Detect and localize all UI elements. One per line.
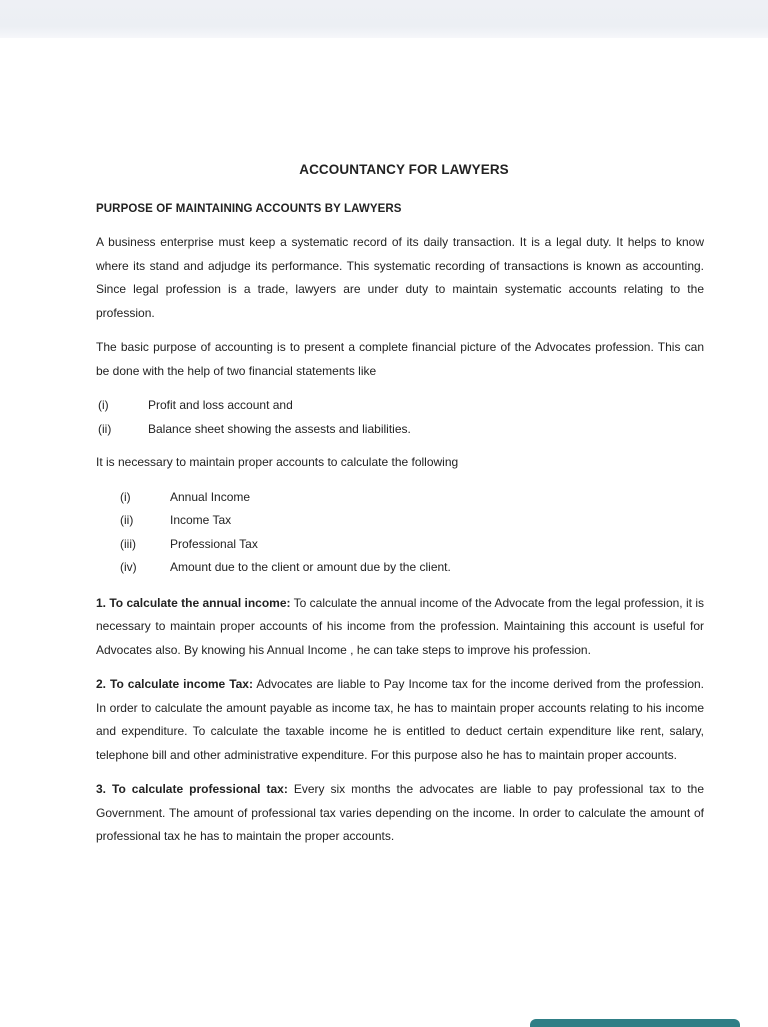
- paragraph-3: It is necessary to maintain proper accounts to calculate the following: [96, 455, 459, 469]
- document-page: [96, 162, 704, 860]
- list-item-text: Professional Tax: [170, 536, 258, 551]
- section-heading: PURPOSE OF MAINTAINING ACCOUNTS BY LAWYERS: [96, 203, 402, 215]
- statements-list: [96, 394, 704, 441]
- list-item-text: Amount due to the client or amount due by the client.: [170, 560, 451, 574]
- reasons-list: [96, 486, 704, 580]
- document-title: ACCOUNTANCY FOR LAWYERS: [299, 162, 509, 177]
- point-lead: 2. To calculate income Tax:: [96, 677, 253, 691]
- point-text: Every six months the advocates are liable to pay professional tax to the Government. The amount of professional tax varies depending on the income. In order to calculate the amount of professional tax he has to maintain the proper accounts.: [96, 782, 704, 843]
- list-item-number: (ii): [120, 513, 134, 527]
- list-item: [120, 486, 704, 510]
- paragraph-1: A business enterprise must keep a systematic record of its daily transaction. It is a legal duty. It helps to know where its stand and adjudge its performance. This systematic recording of transactions is known as accounting. Since legal profession is a trade, lawyers are under duty to maintain systematic accounts relating to the profession.: [96, 235, 704, 320]
- point-lead: 1. To calculate the annual income:: [96, 595, 291, 610]
- list-item-number: (i): [98, 398, 109, 412]
- bottom-edge-mark: [530, 1019, 740, 1027]
- list-item-text: Income Tax: [170, 513, 232, 527]
- list-item-number: (ii): [98, 421, 112, 436]
- list-item-number: (i): [120, 489, 131, 504]
- list-item: [120, 556, 704, 580]
- list-item: [120, 533, 704, 557]
- list-item-number: (iii): [120, 536, 136, 551]
- top-band: [0, 0, 768, 38]
- point-annual-income: [96, 592, 704, 663]
- list-item-text: Profit and loss account and: [148, 398, 293, 412]
- list-item-text: Balance sheet showing the assests and liabilities.: [148, 421, 411, 436]
- list-item: [120, 509, 704, 533]
- point-income-tax: [96, 673, 704, 767]
- list-item-text: Annual Income: [170, 489, 251, 504]
- list-item-number: (iv): [120, 560, 137, 574]
- paragraph-2: The basic purpose of accounting is to present a complete financial picture of the Advocates profession. This can be done with the help of two financial statements like: [96, 340, 704, 378]
- point-lead: 3. To calculate professional tax:: [96, 782, 288, 796]
- point-professional-tax: [96, 778, 704, 849]
- point-text: Advocates are liable to Pay Income tax for the income derived from the profession. In order to calculate the amount payable as income tax, he has to maintain proper accounts relating to his income and expenditure. To calculate the taxable income he is entitled to deduct certain expenditure like rent, salary, telephone bill and other administrative expenditure. For this purpose also he has to maintain proper accounts.: [96, 677, 705, 762]
- list-item: [98, 394, 704, 418]
- point-text: To calculate the annual income of the Advocate from the legal profession, it is necessary to maintain proper accounts of his income from the profession. Maintaining this account is useful for Advocates also. By knowing his Annual Income , he can take steps to improve his profession.: [96, 595, 704, 657]
- list-item: [98, 418, 704, 442]
